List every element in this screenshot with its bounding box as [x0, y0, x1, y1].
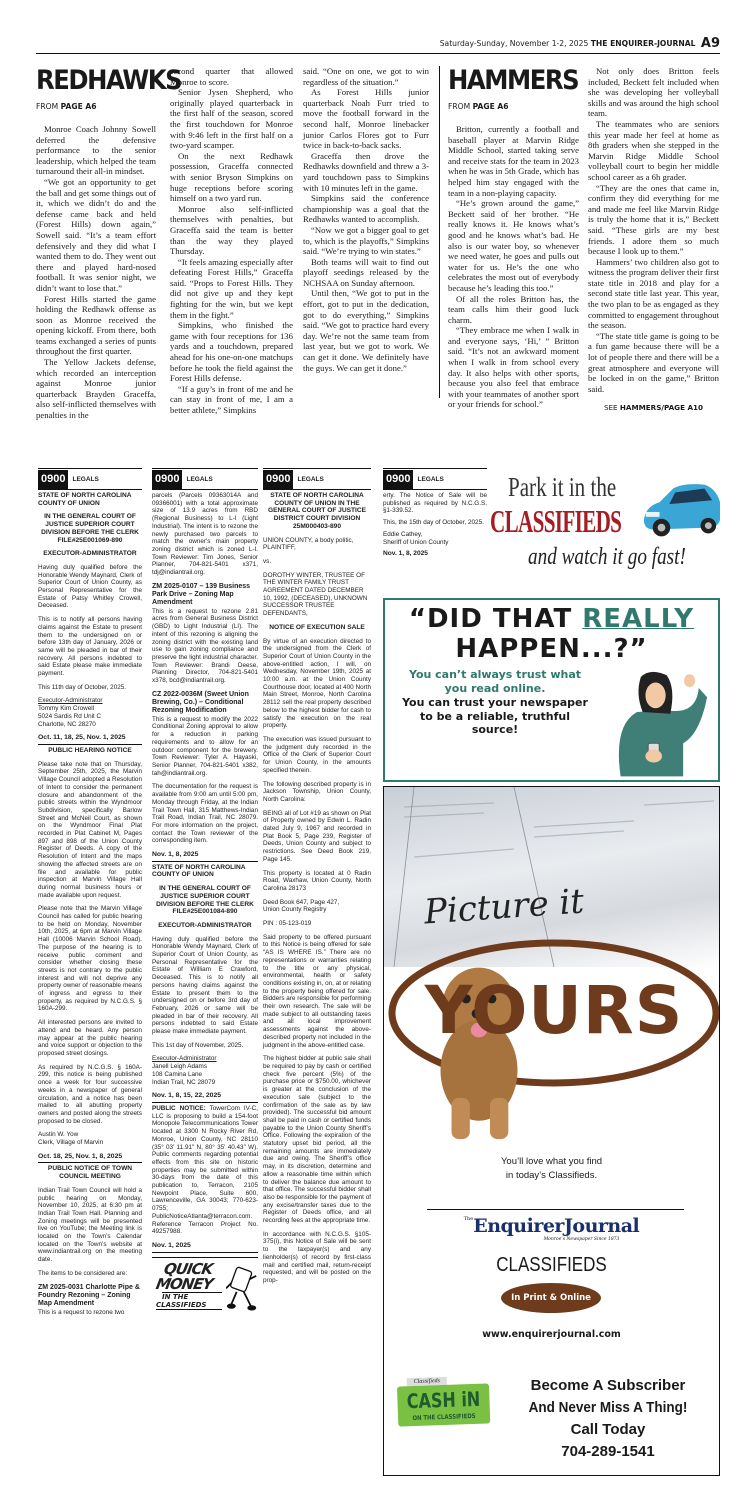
article-paragraph: As Forest Hills junior quarterback Noah Furr tried to move the football forward in the second half, Monroe linebacker junior Carlos Flores got to Furr twice in back-to-back sacks.: [303, 87, 429, 151]
legals-header: [383, 468, 487, 490]
redhawks-headline-block: [36, 65, 182, 111]
love-line: You’ll love what you find: [500, 1156, 603, 1167]
article-paragraph: Britton, currently a football and baseball player at Marvin Ridge Middle School, started taking serve and receive stats for the team in 2023 when he was in 5th Grade, which has helped him stay engaged with the team in a non-playing capacity.: [448, 124, 579, 198]
notice-heading: IN THE GENERAL COURT OF JUSTICE SUPERIOR COURT DIVISION BEFORE THE CLERK FILE#25E001084-890: [156, 885, 254, 916]
park-it-classifieds-ad[interactable]: [490, 470, 722, 580]
notice-paragraph: UNION COUNTY, a body politic, PLAINTIFF,: [263, 536, 354, 552]
love-copy: [384, 1155, 719, 1183]
logo-the: The: [463, 1216, 474, 1222]
redhawks-kicker: REDHAWKS: [36, 65, 182, 96]
publication-dates: Nov. 1, 8, 2025: [152, 851, 258, 862]
notice-heading: PUBLIC NOTICE OF TOWN COUNCIL MEETING: [47, 1165, 133, 1181]
legals-code: 0900: [38, 470, 68, 489]
legals-header: [152, 468, 258, 490]
subscribe-line: Call Today: [570, 1421, 646, 1438]
jump-from-prefix: FROM: [36, 102, 61, 111]
notice-paragraph: This 1st day of November, 2025.: [152, 1041, 244, 1049]
love-line: in today’s Classifieds.: [505, 1170, 598, 1181]
quick-money-line: QUICK: [162, 1259, 214, 1278]
ad-headline-part: “DID THAT: [408, 604, 583, 634]
legals-header: [38, 468, 142, 490]
notice-paragraph: The highest bidder at public sale shall be required to pay by cash or certified check five percent (5%) of the purchase price or $750.00, whichever is greater at the conclusion of the execution sale (subject to the confirmation of the sale as by law provided). The successful bid amount shall be paid in cash or certified funds payable to the Union County Sheriff’s Office. Following the expiration of the statutory upset bid period, all the remaining amounts are immediately due and owing. The Sheriff’s office may, in its discretion, determine and allow a reasonable time within which to deliver the balance due amount to that office. The successful bidder shall also be responsible for the payment of any excise/transfer taxes due to the Register of Deeds office, and all recording fees at the appropriate time.: [263, 1055, 371, 1225]
publication-dates: Nov. 1, 8, 15, 22, 2025: [152, 1092, 258, 1103]
notice-paragraph: DOROTHY WINTER, TRUSTEE OF THE WINTER FAMILY TRUST AGREEMENT DATED DECEMBER 10, 1992, (DECEASED), UNKNOWN SUCCESSOR TRUSTEE DEFENDANTS,: [263, 571, 368, 618]
notice-paragraph: The following described property is in Jackson Township, Union County, North Carolina:: [263, 780, 371, 803]
notice-paragraph: Deed Book 647, Page 427, Union County Registry: [263, 898, 340, 914]
ad-black-copy: You can trust your newspaper to be a reliable, truthful source!: [402, 696, 588, 736]
subscribe-line: And Never Miss A Thing!: [528, 1399, 688, 1416]
article-paragraph: “They embrace me when I walk in and everyone says, ‘Hi,’ ” Britton said. “It’s not an awkward moment when I walk in from school every day. It also helps with other sports, because you also feel that embrace with your teammates of another sport or your friends for school.”: [448, 325, 579, 410]
article-paragraph: second quarter that allowed Monroe to score.: [170, 66, 293, 87]
article-paragraph: “If a guy’s in front of me and he can stay in front of me, I am a better athlete,” Simpkins: [170, 383, 293, 415]
jump-from: [448, 102, 579, 111]
notice-heading: IN THE GENERAL COURT OF JUSTICE SUPERIOR COURT DIVISION BEFORE THE CLERK FILE#25E001069-890: [41, 513, 139, 544]
ad-teal-copy: You can’t always trust what you read online.: [408, 668, 582, 695]
article-paragraph: Until then, “We got to put in the effort, got to put in the dedication, got to do everything,” Simpkins said. “We got to practice hard every day. We’re not the same team from last year, but we got to work. We can get it done. We definitely have the guys. We can get it done.”: [303, 288, 429, 373]
article-paragraph: Hammers’ two children also got to witness the program deliver their first state title in 2018 and play for a second state title last year. This year, the two plan to be as engaged as they committed to engagement throughout the season.: [588, 256, 719, 331]
legals-code: 0900: [263, 470, 293, 489]
notice-paragraph: Please note that the Marvin Village Council has called for public hearing to be held on Monday, November 10th, 2025, at 6pm at Marvin Village Hall (10006 Marvin School Road). The purpose of the hearing is to receive public comment and consider whether closing these streets is not contrary to the public interest and will not deprive any property owner of reasonable means of ingress and egress to their property, as required by N.C.G.S. § 160A-299.: [38, 905, 142, 1013]
page-number: A9: [700, 36, 720, 51]
signature-block: Eddie Cathey, Sheriff of Union County: [383, 530, 449, 546]
notice-paragraph: Said property to be offered pursuant to this Notice is being offered for sale “AS IS WHERE IS.” There are no representations or warranties relating to the title or any physical, environmental, health or safety conditions existing in, on, at or relating to the property being offered for sale. Bidders are responsible for performing their own research. The sale will be made subject to all outstanding taxes and all local improvement assessments against the above-described property not included in the judgment in the above-entitled case.: [263, 933, 371, 1049]
jump-from: [36, 102, 158, 111]
article-paragraph: The teammates who are seniors this year made her feel at home as 8th graders when she stepped in the Marvin Ridge Middle School volleyball court to begin her middle school career as a 6h grader.: [588, 118, 719, 182]
quick-money-ad[interactable]: [152, 1257, 258, 1319]
legals-column-4-text: [383, 492, 487, 558]
quick-money-line: IN THE: [162, 1292, 222, 1301]
publication-dates: Nov. 1, 2025: [152, 1242, 258, 1253]
notice-paragraph: This is a request to rezone 2.81 acres from General Business District (GBD) to Light Industrial (LI). The intent of this rezoning is aligning the zoning district with the existing land use to gain zoning compliance and preserve the light industrial character. Town Reviewer: Brandi Deese, Planning Director, 704-821-5401 x378, bcd@indiantrail.org.: [152, 607, 258, 685]
article-paragraph: Both teams will wait to find out playoff seedings released by the NCHSAA on Sunday afternoon.: [303, 256, 429, 288]
ad-line: CLASSIFIEDS: [490, 503, 622, 539]
notice-paragraph: By virtue of an execution directed to the undersigned from the Clerk of Superior Court of Union County in the above-entitled action, I will, on Wednesday, November 19th, 2025 at 10:00 a.m. at the Union County Courthouse door, located at 400 North Main Street, Monroe, North Carolina 28112 sell the real property described below to the highest bidder for cash to satisfy the execution on the real property.: [263, 637, 371, 730]
paper-name: THE ENQUIRER-JOURNAL: [590, 39, 696, 48]
jump-to-page: HAMMERS/PAGE A10: [619, 403, 704, 413]
article-paragraph: “It feels amazing especially after defeating Forest Hills,” Graceffa said. “Props to Forest Hills. They did not give up and they kept fighting for the win, but we kept them in the fight.”: [170, 256, 293, 320]
legals-column-1-text: [38, 492, 142, 1316]
article-paragraph: On the next Redhawk possession, Graceffa connected with senior Bryson Simpkins on huge receptions before scoring himself on a two yard run.: [170, 150, 293, 204]
page-header: [36, 38, 720, 54]
notice-paragraph: This, the 15th day of October, 2025.: [383, 519, 484, 527]
notice-paragraph: The items to be considered are:: [38, 1269, 128, 1277]
redhawks-column-3: [303, 66, 429, 373]
notice-paragraph: Please take note that on Thursday, September 25th, 2025, the Marvin Village Council adopted a Resolution of Intent to consider the permanent closure and abandonment of the public streets within the Wyndmoor Subdivision, specifically Barlow Street and McNeil Court, as shown on the Wyndmoor Final Plat recorded in Plat Cabinet M, Pages 897 and 898 of the Union County Register of Deeds. A copy of the Resolution of Intent and the maps showing the affected streets are on file and available for public inspection at Marvin Village Hall during normal business hours or made available upon request.: [38, 760, 142, 899]
picture-it-yours-classifieds-ad[interactable]: [383, 786, 720, 1476]
legals-column-2: [152, 468, 258, 1319]
redhawks-column-1: [36, 124, 156, 421]
article-paragraph: “We got an opportunity to get the ball and get some things out of it, which we didn’t do and the defense came back and held (Forest Hills) down again,” Sowell said. “It’s a team effort defensively and they did what I wanted them to do. They went out there and played hard-nosed football. It was senior night, we didn’t want to lose that.”: [36, 176, 156, 293]
legals-code: 0900: [152, 470, 182, 489]
legals-label: LEGALS: [186, 475, 213, 483]
article-paragraph: “The state title game is going to be a fun game because there will be a lot of people there and there will be a great atmosphere and everyone will be locked in on the game,” Britton said.: [588, 330, 719, 394]
legals-header: [263, 468, 371, 490]
article-paragraph: “He’s grown around the game,” Beckett said of her brother. “He really knows it. He knows what’s good and he knows what’s bad. He also is our water boy, so whenever we need water, he goes and pulls out water for us. He’s the one who celebrates the most out of everybody because he’s leading this too.”: [448, 198, 579, 293]
legals-column-4: [383, 468, 487, 562]
ad-copy: [397, 668, 593, 737]
picture-it-script: Picture it: [422, 881, 586, 933]
signature-title: Executor-Administrator: [152, 1055, 217, 1063]
ad-divider: [427, 1209, 684, 1210]
signature-block: Tommy Kim Crowell 5024 Sardis Rd Unit C Charlotte, NC 28270: [38, 705, 102, 728]
signature-block: Janell Leigh Adams 108 Camina Lane Indian Trail, NC 28079: [152, 1063, 216, 1086]
notice-paragraph: The documentation for the request is available from 9:00 am until 5:00 pm, Monday through Friday, at the Indian Trail Town Hall, 315 Matthews-Indian Trail Road, Indian Trail, NC 28079. For more information on the project, contact the Town reviewer of the corresponding item.: [152, 783, 258, 845]
article-paragraph: “They are the ones that came in, confirm they did everything for me and made me feel like Marvin Ridge is truly the home that it is,” Beckett said. “These girls are my best friends. I adore them so much because I look up to them.”: [588, 182, 719, 257]
notice-heading: STATE OF NORTH CAROLINA COUNTY OF UNION: [38, 492, 132, 507]
notice-heading: STATE OF NORTH CAROLINA COUNTY OF UNION IN THE GENERAL COURT OF JUSTICE DISTRICT COURT DIVISION 25M000403-890: [267, 492, 367, 530]
cash-in-text: CASH iN: [406, 1386, 481, 1414]
issue-date: Saturday-Sunday, November 1-2, 2025: [439, 39, 589, 48]
article-paragraph: Senior Jysen Shepherd, who originally played quarterback in the first half of the season, scored the first touchdown for Monroe with 9:46 left in the first half on a two-yard scamper.: [170, 87, 293, 151]
notice-paragraph: BEING all of Lot #19 as shown on Plat of Property owned by Edwin L. Radin dated July 9, 1967 and recorded in Plat Book 5, Page 239, Register of Deeds, Union County and subject to restrictions. See Deed Book 219, Page 145.: [263, 809, 371, 863]
jump-from-page: PAGE A6: [60, 102, 97, 111]
redhawks-column-2: [170, 66, 293, 416]
notice-paragraph: As required by N.C.G.S. § 160A-299, this notice is being published once a week for four successive weeks in a newspaper of general circulation, and a notice has been mailed to all abutting property owners and posted along the streets proposed to be closed.: [38, 1063, 142, 1125]
legals-column-3-text: [263, 492, 371, 1285]
hammers-kicker: HAMMERS: [448, 65, 579, 96]
quick-money-line: MONEY: [154, 1274, 215, 1293]
hammers-column-2-text: [588, 66, 719, 394]
hammers-headline-block: [448, 66, 579, 111]
article-paragraph: Simpkins, who finished the game with four receptions for 136 yards and a touchdown, prepared ahead for his one-on-one matchups before he took the field against the Forest Hills defense.: [170, 320, 293, 384]
article-paragraph: Forest Hills started the game holding the Redhawk offense as soon as Monroe received the opening kickoff. From there, both teams exchanged a series of punts throughout the first quarter.: [36, 293, 156, 357]
notice-heading: NOTICE OF EXECUTION SALE: [269, 623, 365, 631]
notice-paragraph: The execution was issued pursuant to the judgment duly recorded in the Office of the Clerk of Superior Court for Union County, in the amounts specified therein.: [263, 735, 371, 774]
notice-heading: EXECUTOR-ADMINISTRATOR: [43, 550, 137, 558]
quick-money-line: CLASSIFIEDS: [156, 1301, 222, 1310]
notice-paragraph: Having duly qualified before the Honorable Wendy Maynard, Clerk of Superior Court of Union County, as Personal Representative for the Estate of William E Crawford, Deceased. This is to notify all persons having claims against the Estate to present them to the undersigned on or before 3rd day of February, 2026 or same will be pleaded in bar of their recovery. All persons indebted to said Estate please make immediate payment.: [152, 935, 258, 1036]
notice-paragraph: This 11th day of October, 2025.: [38, 683, 127, 691]
notice-item-title: ZM 2025-0031 Charlotte Pipe & Foundry Rezoning – Zoning Map Amendment: [38, 1283, 140, 1307]
classifieds-label: CLASSIFIEDS: [496, 1254, 607, 1276]
subscribe-copy: [502, 1375, 714, 1463]
notice-paragraph: parcels (Parcels 09363014A and 09366001) with a total approximate size of 13.9 acres from RBD (Regional Business) to L-I (Light Industrial). The intent is to rezone the newly purchased two parcels to match the owner's main property zoning district which is zoned L-I. Town Reviewer: Tim Jones, Senior Planner, 704-821-5401 x371, tdj@indiantrail.org.: [152, 492, 258, 577]
notice-paragraph: PIN : 05-123-019: [263, 920, 312, 928]
article-paragraph: Monroe Coach Johnny Sowell deferred the defensive performance to the senior leadership, which helped the team turnaround their all-in mindset.: [36, 124, 156, 177]
article-paragraph: Not only does Britton feels included, Beckett felt included when she was developing her volleyball skills and was around the high school team.: [588, 66, 719, 119]
notice-lead: PUBLIC NOTICE:: [152, 1105, 206, 1112]
hammers-column-2: [588, 66, 719, 414]
logo-name: EnquirerJournal: [473, 1215, 640, 1237]
hammers-column-1: [448, 124, 579, 410]
notice-heading: PUBLIC HEARING NOTICE: [48, 746, 132, 754]
confused-girl-illustration: [593, 666, 708, 780]
legals-column-1: [38, 468, 142, 1322]
notice-paragraph: In accordance with N.C.G.S. §105-375(i), this Notice of Sale will be sent to the taxpayer(s) and any lienholder(s) of record by first-class mail and certified mail, return-receipt requested, and will be posted on the prop-: [263, 1230, 371, 1284]
in-print-online-badge: In Print & Online: [501, 1283, 601, 1313]
legals-label: LEGALS: [72, 475, 99, 483]
article-paragraph: Of all the roles Britton has, the team calls him their good luck charm.: [448, 293, 579, 325]
ad-line: and watch it go fast!: [528, 544, 686, 570]
ad-line: Park it in the: [508, 472, 617, 502]
jump-to-link[interactable]: [588, 403, 719, 414]
notice-paragraph: All interested persons are invited to attend and be heard. Any person may appear at the public hearing and voice support or objection to the proposed street closings.: [38, 1019, 142, 1057]
yours-text: YOURS: [424, 972, 684, 1049]
article-paragraph: Monroe also self-inflicted themselves with penalties, but Graceffa said the team is better than the way they played Thursday.: [170, 203, 293, 257]
notice-item-title: CZ 2022-0036M (Sweet Union Brewing, Co.) – Conditional Rezoning Modification: [152, 690, 249, 714]
notice-paragraph: erty. The Notice of Sale will be published as required by N.C.G.S. §1-339.52.: [383, 492, 487, 515]
notice-paragraph: This is a request to modify the 2022 Conditional Zoning approval to allow for a reduction in parking requirements and to allow for an outdoor component for the brewery. Town Reviewer: Tyler A. Hayaski, Senior Planner, 704-821-5401 x382, tah@indiantrail.org.: [152, 715, 258, 777]
notice-paragraph: Indian Trail Town Council will hold a public hearing on Monday, November 10, 2025, at 6:30 pm at Indian Trail Town Hall. Planning and Zoning meetings will be presented live on YouTube; the Meeting link is located on the Town’s Calendar located on the Town’s website at www.indiantrail.org on the meeting date.: [38, 1186, 142, 1264]
logo-tagline: Monroe’s Newspaper Since 1873: [543, 1237, 620, 1242]
legals-column-3: [263, 468, 371, 1291]
notice-paragraph: This is a request to rezone two: [38, 1308, 125, 1316]
article-paragraph: The Yellow Jackets defense, which recorded an interception against Monroe junior quarterback Brayden Graceffa, also self-inflicted themselves with penalties in the: [36, 357, 156, 421]
ad-headline: [385, 604, 718, 634]
notice-text: TowerCom IV-C, LLC is proposing to build a 154-foot Monopole Telecommunications Tower located at 3300 N Rocky River Rd, Monroe, Union County, NC 28110 (35° 03' 11.91" N, 80° 35' 40.43" W). Public comments regarding potential effects from this site on historic properties may be submitted within 30-days from the date of this publication to, Terracon, 2105 Newpoint Place, Suite 600, Lawrenceville, GA 30043; 770-623-0755; PublicNoticeAtlanta@terracon.com. Reference Terracon Project No. 49257988.: [152, 1105, 258, 1236]
article-paragraph: Simpkins said the conference championship was a goal that the Redhawks wanted to accomplish.: [303, 193, 429, 225]
notice-paragraph: vs.: [263, 557, 272, 565]
did-that-really-happen-ad[interactable]: [383, 598, 720, 782]
car-icon: [640, 480, 722, 542]
jump-from-prefix: FROM: [448, 102, 473, 111]
notice-heading: EXECUTOR-ADMINISTRATOR: [158, 921, 252, 929]
signature-title: Executor-Administrator: [38, 697, 103, 705]
notice-heading: Nov. 1, 8, 2025: [383, 550, 428, 558]
cash-in-box: [397, 1383, 490, 1426]
website-link[interactable]: www.enquirerjournal.com: [482, 1329, 621, 1340]
legals-code: 0900: [383, 470, 413, 489]
cash-tag: Classifieds: [407, 1377, 447, 1386]
publication-dates: Oct. 11, 18, 25, Nov. 1, 2025: [38, 734, 142, 745]
cash-in-subtext: ON THE CLASSIFIEDS: [412, 1412, 476, 1423]
cash-in-classifieds-badge: [397, 1375, 492, 1454]
subscribe-line: Become A Subscriber: [530, 1377, 686, 1394]
legals-column-2-text: [152, 492, 258, 1253]
jump-to-prefix: SEE: [603, 403, 620, 413]
legals-label: LEGALS: [297, 475, 324, 483]
ad-headline-emphasis: REALLY: [582, 604, 695, 634]
notice-item-title: ZM 2025-0107 – 139 Business Park Drive – Zoning Map Amendment: [152, 582, 251, 606]
notice-paragraph: This property is located at 0 Radin Road, Waxhaw, Union County, North Carolina 28173: [263, 869, 371, 892]
article-paragraph: said. “One on one, we got to win regardless of the situation.”: [303, 66, 429, 87]
article-paragraph: Graceffa then drove the Redhawks downfield and threw a 3-yard touchdown pass to Simpkins with 10 minutes left in the game.: [303, 150, 429, 193]
running-dollar-icon: [226, 1264, 258, 1318]
ad-headline-part: HAPPEN...?”: [455, 634, 648, 664]
legals-label: LEGALS: [417, 475, 444, 483]
notice-paragraph: This is to notify all persons having claims against the Estate to present them to the undersigned on or before 13th day of January, 2026 or same will be pleaded in bar of their recovery. All persons indebted to said Estate please make immediate payment.: [38, 616, 142, 678]
subscribe-phone[interactable]: 704-289-1541: [561, 1443, 655, 1460]
column-divider: [439, 66, 440, 398]
jump-from-page: PAGE A6: [472, 102, 509, 111]
signature-block: Austin W. Yow Clerk, Village of Marvin: [38, 1131, 104, 1147]
publication-dates: Oct. 18, 25, Nov. 1, 8, 2025: [38, 1153, 142, 1164]
notice-paragraph: [152, 1105, 258, 1236]
article-paragraph: “Now we got a bigger goal to get to, which is the playoffs,” Simpkins said. “We’re trying to win states.”: [303, 224, 429, 257]
enquirer-journal-logo: [384, 1215, 719, 1243]
notice-heading: STATE OF NORTH CAROLINA COUNTY OF UNION: [152, 863, 246, 879]
notice-paragraph: Having duly qualified before the Honorable Wendy Maynard, Clerk of Superior Court of Union County, as Personal Representative for the Estate of Patsy Whitley Crowell, Deceased.: [38, 563, 142, 610]
